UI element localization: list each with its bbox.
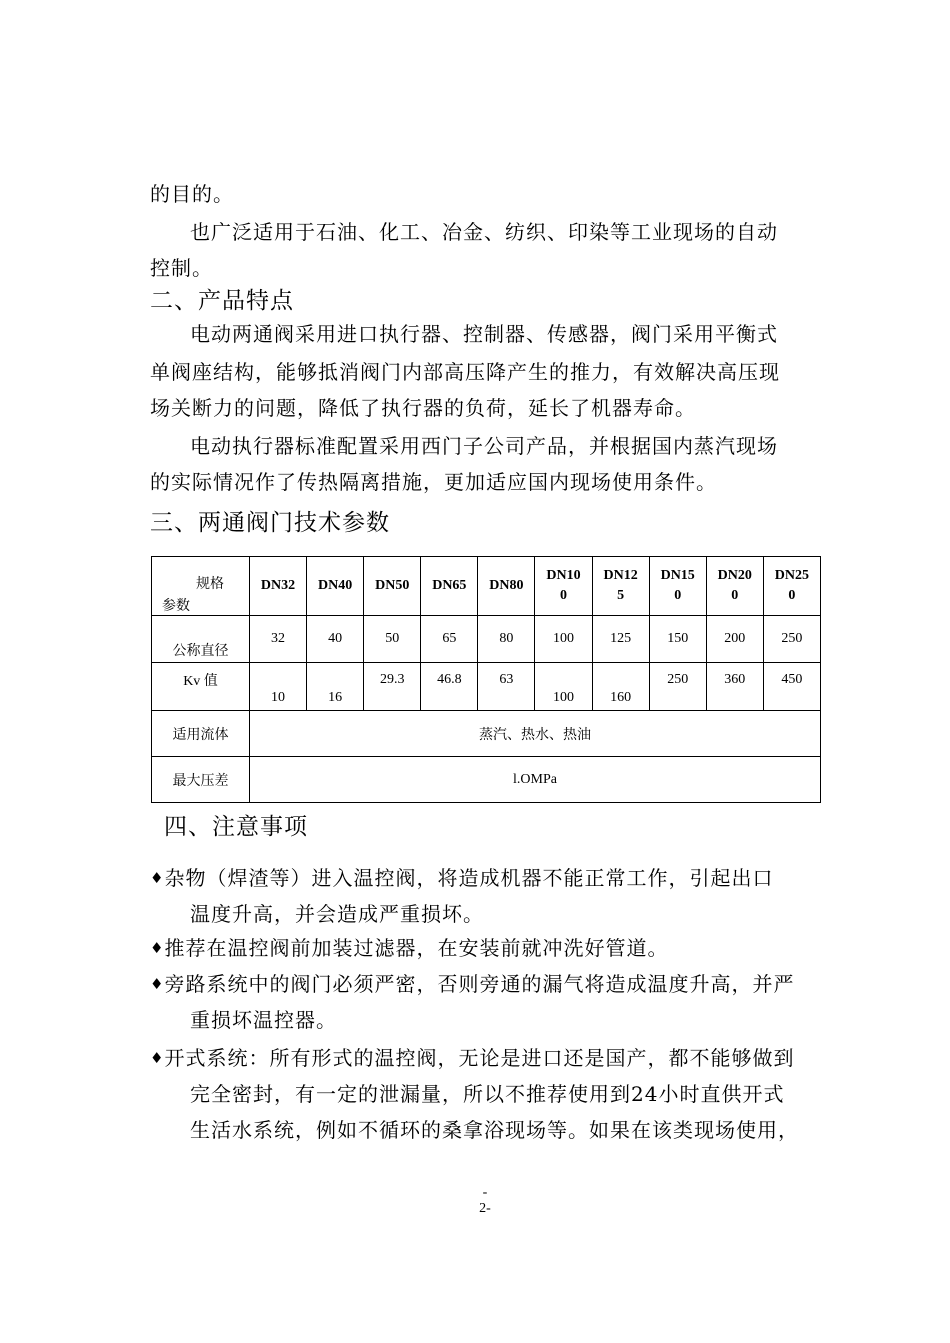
header-dn80: DN80	[478, 557, 535, 616]
parameters-table	[151, 556, 821, 803]
table-header-row	[152, 557, 821, 616]
table-cell: 250	[649, 663, 706, 711]
table-cell: 50	[364, 616, 421, 663]
fluid-value: 蒸汽、热水、热油	[250, 711, 821, 757]
table-row-kv	[152, 663, 821, 711]
bullet-diamond-icon: ♦	[150, 1049, 165, 1067]
row-label-kv: Kv 值	[152, 663, 250, 711]
table-cell: 200	[706, 616, 763, 663]
header-dn200: DN20 0	[706, 557, 763, 616]
table-cell: 125	[592, 616, 649, 663]
table-cell: 63	[478, 663, 535, 711]
table-cell: 16	[307, 663, 364, 711]
row-label-pressure: 最大压差	[152, 757, 250, 803]
table-corner-cell	[152, 557, 250, 616]
corner-param-label: 参数	[162, 599, 190, 614]
table-cell: 160	[592, 663, 649, 711]
pressure-value: l.OMPa	[250, 757, 821, 803]
table-cell: 32	[250, 616, 307, 663]
header-dn32: DN32	[250, 557, 307, 616]
table-cell: 10	[250, 663, 307, 711]
header-dn40: DN40	[307, 557, 364, 616]
table-cell: 29.3	[364, 663, 421, 711]
bullet-diamond-icon: ♦	[150, 975, 165, 993]
section-title-parameters: 三、两通阀门技术参数	[150, 510, 390, 536]
header-dn125: DN12 5	[592, 557, 649, 616]
table-cell: 450	[763, 663, 820, 711]
section-title-features: 二、产品特点	[150, 288, 294, 314]
note-item: ♦推荐在温控阀前加装过滤器，在安装前就冲洗好管道。	[150, 936, 669, 960]
corner-spec-label: 规格	[196, 577, 224, 592]
intro-paragraph-line: 控制。	[150, 256, 213, 280]
table-cell: 100	[535, 663, 592, 711]
intro-paragraph-line: 也广泛适用于石油、化工、冶金、纺织、印染等工业现场的自动	[190, 220, 778, 244]
header-dn50: DN50	[364, 557, 421, 616]
table-row-diameter	[152, 616, 821, 663]
header-dn250: DN25 0	[763, 557, 820, 616]
row-label-fluid: 适用流体	[152, 711, 250, 757]
features-paragraph-line: 的实际情况作了传热隔离措施，更加适应国内现场使用条件。	[150, 470, 717, 494]
table-cell: 80	[478, 616, 535, 663]
table-cell: 46.8	[421, 663, 478, 711]
table-cell: 40	[307, 616, 364, 663]
page-number: 2-	[479, 1201, 491, 1216]
table-row-fluid	[152, 711, 821, 757]
row-label-diameter: 公称直径	[152, 616, 250, 663]
table-cell: 250	[763, 616, 820, 663]
bullet-diamond-icon: ♦	[150, 869, 165, 887]
bullet-diamond-icon: ♦	[150, 939, 165, 957]
page-number-dash: -	[482, 1185, 488, 1200]
section-title-notes: 四、注意事项	[164, 814, 308, 840]
table-cell: 150	[649, 616, 706, 663]
table-cell: 360	[706, 663, 763, 711]
note-item: ♦旁路系统中的阀门必须严密，否则旁通的漏气将造成温度升高，并严 重损坏温控器。	[150, 972, 795, 1032]
features-paragraph-line: 单阀座结构，能够抵消阀门内部高压降产生的推力，有效解决高压现	[150, 360, 780, 384]
note-item: ♦开式系统：所有形式的温控阀，无论是进口还是国产，都不能够做到 完全密封，有一定的泄漏量，所以不推荐使用到24小时直供开式 生活水系统，例如不循环的桑拿浴现场等。如果在该类现场使用，	[150, 1046, 799, 1142]
intro-line: 的目的。	[150, 182, 234, 206]
header-dn150: DN15 0	[649, 557, 706, 616]
table-cell: 100	[535, 616, 592, 663]
table-row-pressure	[152, 757, 821, 803]
features-paragraph-line: 电动两通阀采用进口执行器、控制器、传感器，阀门采用平衡式	[190, 322, 778, 346]
table-cell: 65	[421, 616, 478, 663]
features-paragraph-line: 电动执行器标准配置采用西门子公司产品，并根据国内蒸汽现场	[190, 434, 778, 458]
header-dn100: DN10 0	[535, 557, 592, 616]
header-dn65: DN65	[421, 557, 478, 616]
features-paragraph-line: 场关断力的问题，降低了执行器的负荷，延长了机器寿命。	[150, 396, 696, 420]
note-item: ♦杂物（焊渣等）进入温控阀，将造成机器不能正常工作，引起出口 温度升高，并会造成严重损坏。	[150, 866, 774, 926]
